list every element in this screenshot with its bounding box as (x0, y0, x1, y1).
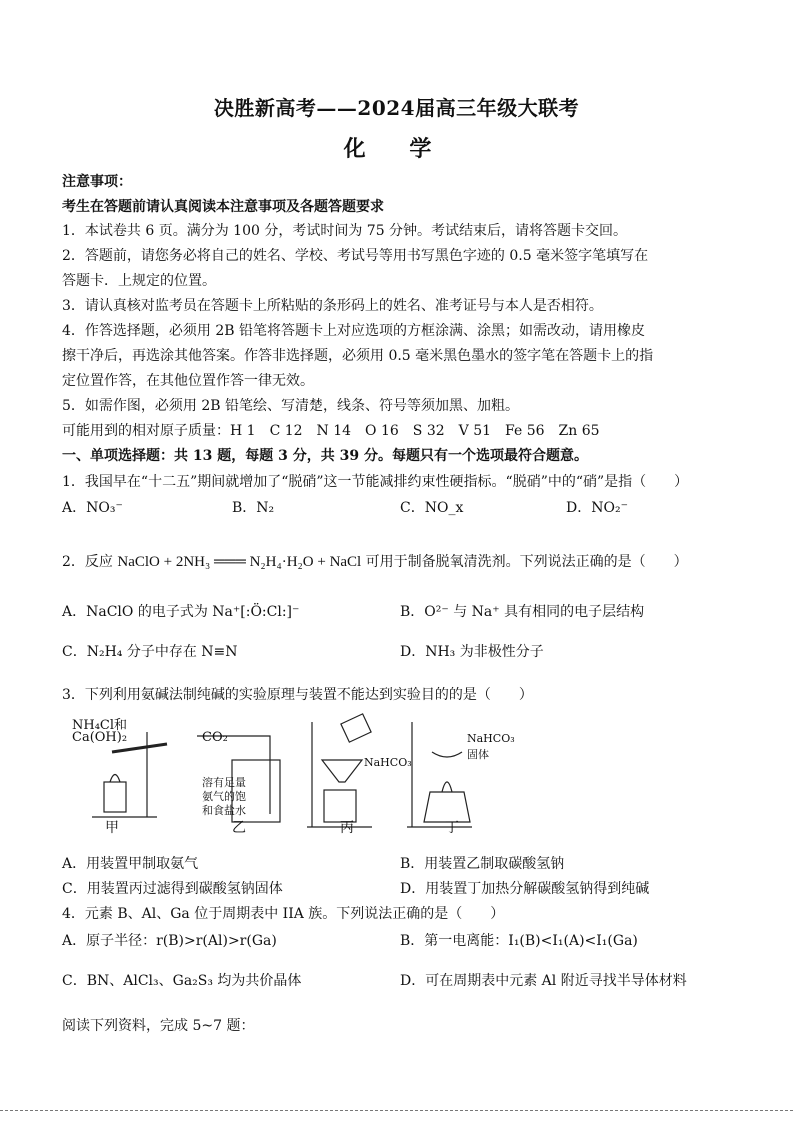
q1-option-b[interactable]: B．N₂ (232, 500, 275, 516)
q3-option-a[interactable]: A．用装置甲制取氨气 (62, 856, 199, 872)
bottom-divider (0, 1110, 793, 1111)
flame (110, 775, 120, 783)
q4-option-c[interactable]: C．BN、AlCl₃、Ga₂S₃ 均为共价晶体 (62, 973, 302, 989)
q2-option-d[interactable]: D．NH₃ 为非极性分子 (400, 644, 544, 660)
notice-item: 1．本试卷共 6 页。满分为 100 分，考试时间为 75 分钟。考试结束后，请将答题卡交回。 (62, 223, 628, 239)
fig-label: NaHCO₃ (364, 756, 412, 769)
q2-option-b[interactable]: B．O²⁻ 与 Na⁺ 具有相同的电子层结构 (400, 604, 645, 620)
q3-option-d[interactable]: D．用装置丁加热分解碳酸氢钠得到纯碱 (400, 881, 650, 897)
q4-option-b[interactable]: B．第一电离能：I₁(B)<I₁(A)<I₁(Ga) (400, 933, 638, 949)
notice-item: 4．作答选择题，必须用 2B 铅笔将答题卡上对应选项的方框涂满、涂黑；如需改动，请用橡皮 (62, 323, 646, 339)
q1-option-d[interactable]: D．NO₂⁻ (566, 500, 628, 516)
section-heading: 一、单项选择题：共 13 题，每题 3 分，共 39 分。每题只有一个选项最符合题意。 (62, 448, 588, 464)
fig-label: CO₂ (202, 730, 228, 745)
fig-label: NaHCO₃ (467, 732, 515, 745)
q2-equation: NaClO + 2NH₃ ═══ N₂H₄·H₂O + NaCl (117, 554, 362, 570)
fig-label: Ca(OH)₂ (72, 730, 128, 745)
q3-option-c[interactable]: C．用装置丙过滤得到碳酸氢钠固体 (62, 881, 283, 897)
notice-item: 答题卡．上规定的位置。 (62, 273, 216, 289)
test-tube (112, 744, 167, 752)
flame (442, 782, 452, 792)
notice-item: 擦干净后，再选涂其他答案。作答非选择题，必须用 0.5 毫米黑色墨水的签字笔在答题卡上的指 (62, 348, 654, 364)
notice-heading: 注意事项： (62, 174, 132, 190)
fig-label: 氨气的饱 (202, 790, 246, 803)
burner (104, 782, 126, 812)
q1-option-a[interactable]: A．NO₃⁻ (62, 500, 123, 516)
q2-stem-pre: 2．反应 (62, 554, 118, 570)
q1-option-c[interactable]: C．NO_x (400, 500, 464, 516)
fig-caption: 丙 (340, 820, 354, 836)
notice-item: 3．请认真核对监考员在答题卡上所粘贴的条形码上的姓名、准考证号与本人是否相符。 (62, 298, 603, 314)
funnel (322, 760, 362, 782)
reading-instruction: 阅读下列资料，完成 5~7 题： (62, 1018, 255, 1034)
q3-stem: 3．下列利用氨碱法制纯碱的实验原理与装置不能达到实验目的的是（ ） (62, 687, 533, 703)
fig-label: NH₄Cl和 (72, 718, 128, 733)
evaporating-dish (432, 752, 462, 757)
fig-label: 和食盐水 (202, 804, 246, 817)
q2-option-a[interactable]: A．NaClO 的电子式为 Na⁺[:Ö:Cl:]⁻ (62, 604, 300, 620)
fig-label: 固体 (467, 748, 489, 761)
q3-apparatus-figure (62, 712, 515, 842)
q2-option-c[interactable]: C．N₂H₄ 分子中存在 N≡N (62, 644, 238, 660)
fig-caption: 甲 (105, 820, 119, 836)
q4-stem: 4．元素 B、Al、Ga 位于周期表中 IIA 族。下列说法正确的是（ ） (62, 906, 505, 922)
q2-stem-post: 可用于制备脱氧清洗剂。下列说法正确的是（ ） (361, 554, 688, 570)
q1-stem: 1．我国早在“十二五”期间就增加了“脱硝”这一节能减排约束性硬指标。“脱硝”中的“硝”是指（ ） (62, 474, 689, 490)
fig-label: 溶有足量 (202, 776, 246, 789)
q2-stem (62, 552, 688, 572)
q4-option-a[interactable]: A．原子半径：r(B)>r(Al)>r(Ga) (62, 933, 277, 949)
subject-title: 化 学 (343, 136, 450, 162)
atomic-masses: 可能用到的相对原子质量：H 1 C 12 N 14 O 16 S 32 V 51 Fe 56 Zn 65 (62, 423, 600, 439)
notice-item: 定位置作答，在其他位置作答一律无效。 (62, 373, 314, 389)
notice-subheading: 考生在答题前请认真阅读本注意事项及各题答题要求 (62, 199, 384, 215)
pouring-beaker (341, 714, 371, 742)
notice-item: 5．如需作图，必须用 2B 铅笔绘、写清楚，线条、符号等须加黑、加粗。 (62, 398, 520, 414)
q3-option-b[interactable]: B．用装置乙制取碳酸氢钠 (400, 856, 565, 872)
fig-caption: 丁 (445, 820, 459, 836)
fig-caption: 乙 (232, 820, 246, 836)
q4-option-d[interactable]: D．可在周期表中元素 Al 附近寻找半导体材料 (400, 973, 687, 989)
apparatus-drawing (62, 712, 502, 842)
exam-title: 决胜新高考——2024届高三年级大联考 (213, 96, 580, 120)
notice-item: 2．答题前，请您务必将自己的姓名、学校、考试号等用书写黑色字迹的 0.5 毫米签字笔填写在 (62, 248, 649, 264)
